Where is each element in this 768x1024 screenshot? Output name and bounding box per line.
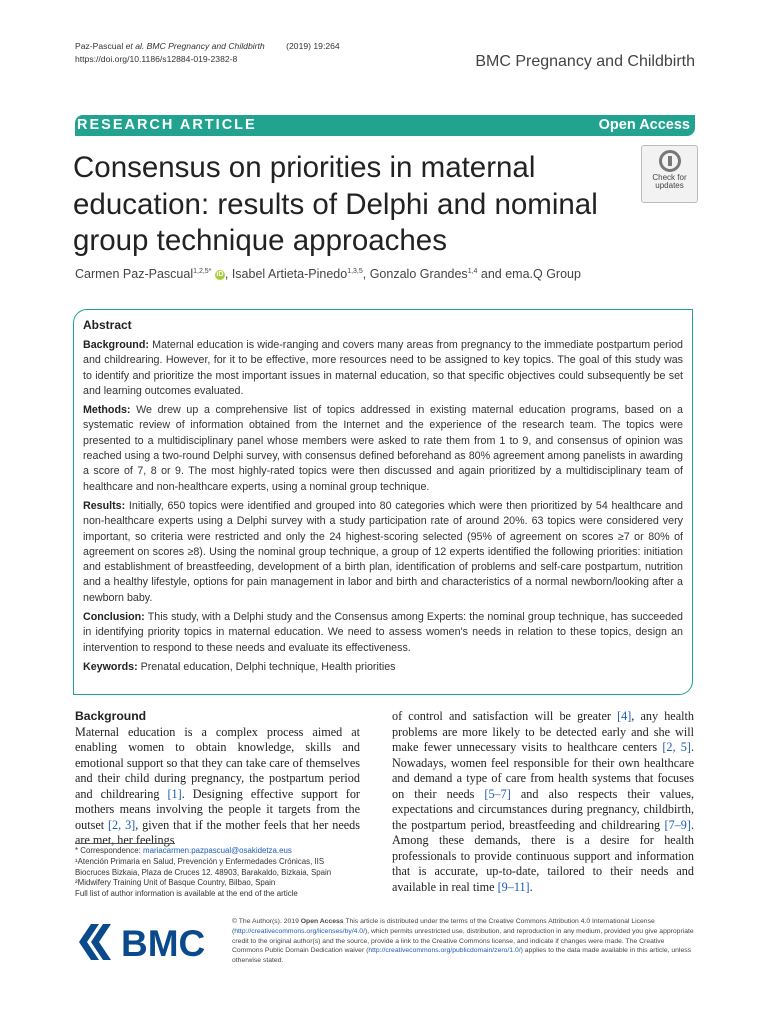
footnotes: [75, 846, 360, 900]
body-text: . Among these demands, there is a desire for health professionals to provide continuous support and information that is accurate, up-to-date, tailored to their needs and available in real time: [392, 817, 694, 894]
abstract-label: Background:: [83, 339, 149, 351]
article-title: Consensus on priorities in maternal education: results of Delphi and nominal group technique approaches: [73, 151, 598, 257]
check-for-updates-line1: Check for: [652, 173, 687, 182]
body-text: and also respects their values, expectations and circumstances during pregnancy, childbirth, the postpartum period, breastfeeding and childrearing: [392, 786, 694, 832]
author-1[interactable]: Carmen Paz-Pascual: [75, 267, 194, 281]
license-statement: [232, 917, 697, 966]
affiliation-1: ¹Atención Primaria en Salud, Prevención y Enfermedades Crónicas, IIS Biocruces Bizkaia, Plaza de Cruces 12. 48903, Barakaldo, Bizkaia, Spain: [75, 856, 332, 877]
author-3-affiliations: 1,4: [467, 267, 478, 275]
reference-link[interactable]: [9–11]: [497, 879, 530, 894]
abstract-label: Methods:: [83, 404, 131, 417]
body-text: , any health problems are more likely to be detected early and she will make fewer unnecessary visits to healthcare centers: [392, 709, 694, 754]
article-type-label: RESEARCH ARTICLE: [77, 117, 257, 133]
body-text: . Designing effective support for mothers means involving the people it targets from the outset: [75, 786, 360, 832]
body-paragraph: [75, 725, 360, 849]
citation-journal: BMC Pregnancy and Childbirth: [146, 41, 265, 51]
body-paragraph: [392, 709, 694, 895]
affiliation-2: ²Midwifery Training Unit of Basque Country, Bilbao, Spain: [75, 878, 276, 888]
license-text: ) applies to the data made available in this article, unless otherwise stated.: [232, 947, 692, 965]
check-for-updates-button[interactable]: [641, 145, 698, 203]
license-text: This article is distributed under the terms of the Creative Commons Attribution 4.0 International License (: [232, 918, 655, 935]
abstract-keywords: [83, 660, 683, 675]
abstract-conclusion: [83, 610, 683, 656]
reference-link[interactable]: [2, 3]: [108, 817, 136, 832]
abstract-box: [73, 309, 693, 695]
correspondence: [75, 846, 360, 857]
body-text: , given that if the mother feels that her needs are met, her feelings: [75, 817, 360, 847]
public-domain-link[interactable]: http://creativecommons.org/publicdomain/zero/1.0/: [368, 947, 521, 955]
abstract-label: Keywords:: [83, 660, 138, 673]
license-text: ), which permits unrestricted use, distribution, and reproduction in any medium, provided you give appropriate credit to the original author(s) and the source, provide a link to the Creative Commons license, and indicate if changes were made. The Creative Commons Public Domain Dedication waiver (: [232, 927, 694, 955]
body-text: . Nowadays, women feel responsible for their own healthcare and demand a type of care from health systems that focuses on their needs: [392, 740, 694, 801]
reference-link[interactable]: [7–9]: [664, 817, 691, 832]
license-open-access: Open Access: [300, 918, 344, 925]
abstract-label: Conclusion:: [83, 611, 145, 624]
section-heading-background: Background: [75, 709, 147, 723]
abstract-label: Results:: [83, 499, 126, 512]
bmc-logo-text: BMC: [121, 923, 206, 964]
open-access-label: Open Access: [598, 117, 690, 133]
abstract-methods: [83, 403, 683, 495]
citation-doi-link[interactable]: https://doi.org/10.1186/s12884-019-2382-8: [75, 53, 238, 64]
author-2-affiliations: 1,3,5: [347, 267, 363, 275]
author-list: [75, 267, 581, 281]
abstract-text: We drew up a comprehensive list of topics addressed in existing maternal education programs, based on a systematic review of information obtained from the Internet and the experience of the research team. The topics were presented to a multidisciplinary panel whose members were asked to rate them from 1 to 9, and consensus of opinion was reached using a two-round Delphi survey, with consensus defined beforehand as 80% agreement among panelists in awarding a score of 7, 8 or 9. The most highly-rated topics were then discussed and again prioritized by a multidisciplinary team of healthcare and non-healthcare experts, using a nominal group technique.: [83, 404, 683, 493]
crossmark-icon: [659, 150, 681, 172]
author-4: and ema.Q Group: [477, 267, 581, 281]
footnote-divider: [75, 843, 175, 844]
body-text: .: [529, 879, 533, 894]
orcid-icon[interactable]: iD: [216, 270, 224, 278]
journal-name: BMC Pregnancy and Childbirth: [475, 53, 695, 70]
correspondence-label: * Correspondence:: [75, 846, 143, 855]
citation-etal: et al.: [125, 41, 145, 51]
reference-link[interactable]: [1]: [167, 786, 182, 801]
correspondence-email-link[interactable]: mariacarmen.pazpascual@osakidetza.eus: [143, 846, 292, 855]
citation-authors: Paz-Pascual: [75, 41, 124, 51]
author-1-affiliations: 1,2,5*: [193, 267, 212, 275]
citation-year-volume: (2019) 19:264: [286, 41, 340, 51]
body-column-left: [75, 709, 360, 849]
author-3[interactable]: , Gonzalo Grandes: [362, 267, 468, 281]
license-text: © The Author(s). 2019: [232, 918, 301, 925]
body-column-right: [392, 709, 694, 895]
abstract-heading: Abstract: [83, 318, 132, 332]
abstract-results: [83, 499, 683, 606]
bmc-logo-mark: [79, 924, 111, 960]
abstract-background: [83, 338, 683, 399]
abstract-text: Prenatal education, Delphi technique, Health priorities: [137, 660, 396, 673]
reference-link[interactable]: [4]: [617, 709, 632, 723]
body-text: Maternal education is a complex process aimed at enabling women to obtain knowledge, skills and emotional support so that they can take care of themselves and their child during pregnancy, the postpartum period and childrearing: [75, 724, 360, 801]
abstract-text: Maternal education is wide-ranging and covers many areas from pregnancy to the immediate postpartum period and childrearing. However, for it to be effective, more resources need to be assigned to key topics. The goal of this study was to identify and prioritize the most important issues in maternal education, so that specific objectives could subsequently be set and learning outcomes evaluated.: [83, 339, 683, 397]
reference-link[interactable]: [5–7]: [484, 786, 511, 801]
reference-link[interactable]: [2, 5]: [662, 740, 691, 754]
article-type-banner: [75, 115, 695, 136]
license-link[interactable]: http://creativecommons.org/licenses/by/4.0/: [234, 927, 365, 935]
bmc-logo: [77, 920, 217, 964]
body-text: of control and satisfaction will be greater: [392, 709, 618, 723]
abstract-text: This study, with a Delphi study and the Consensus among Experts: the nominal group technique, has succeeded in identifying priority topics in maternal education. We need to assess women's needs in relation to these topics, design an intervention to respond to these needs and evaluate its effectiveness.: [83, 611, 683, 654]
check-for-updates-line2: updates: [655, 181, 684, 190]
citation-header: [75, 40, 340, 65]
author-2[interactable]: , Isabel Artieta-Pinedo: [224, 267, 348, 281]
abstract-text: Initially, 650 topics were identified and grouped into 80 categories which were then prioritized by 54 healthcare and non-healthcare experts using a Delphi survey with a study participation rate of around 20%. 63 topics were considered very important, so criteria were restricted and only the 24 highest-scoring selected (95% of agreement on scores ≥7 or 80% of agreement on scores ≥8). Using the nominal group technique, a group of 12 experts identified the following priorities: initiation and establishment of breastfeeding, development of a birth plan, identification of problems and self-care postpartum, nutrition and a healthy lifestyle, options for pain management in labor and birth and characteristics of a normal newborn/looking after a newborn baby.: [83, 499, 683, 604]
author-info-note: Full list of author information is available at the end of the article: [75, 889, 298, 899]
